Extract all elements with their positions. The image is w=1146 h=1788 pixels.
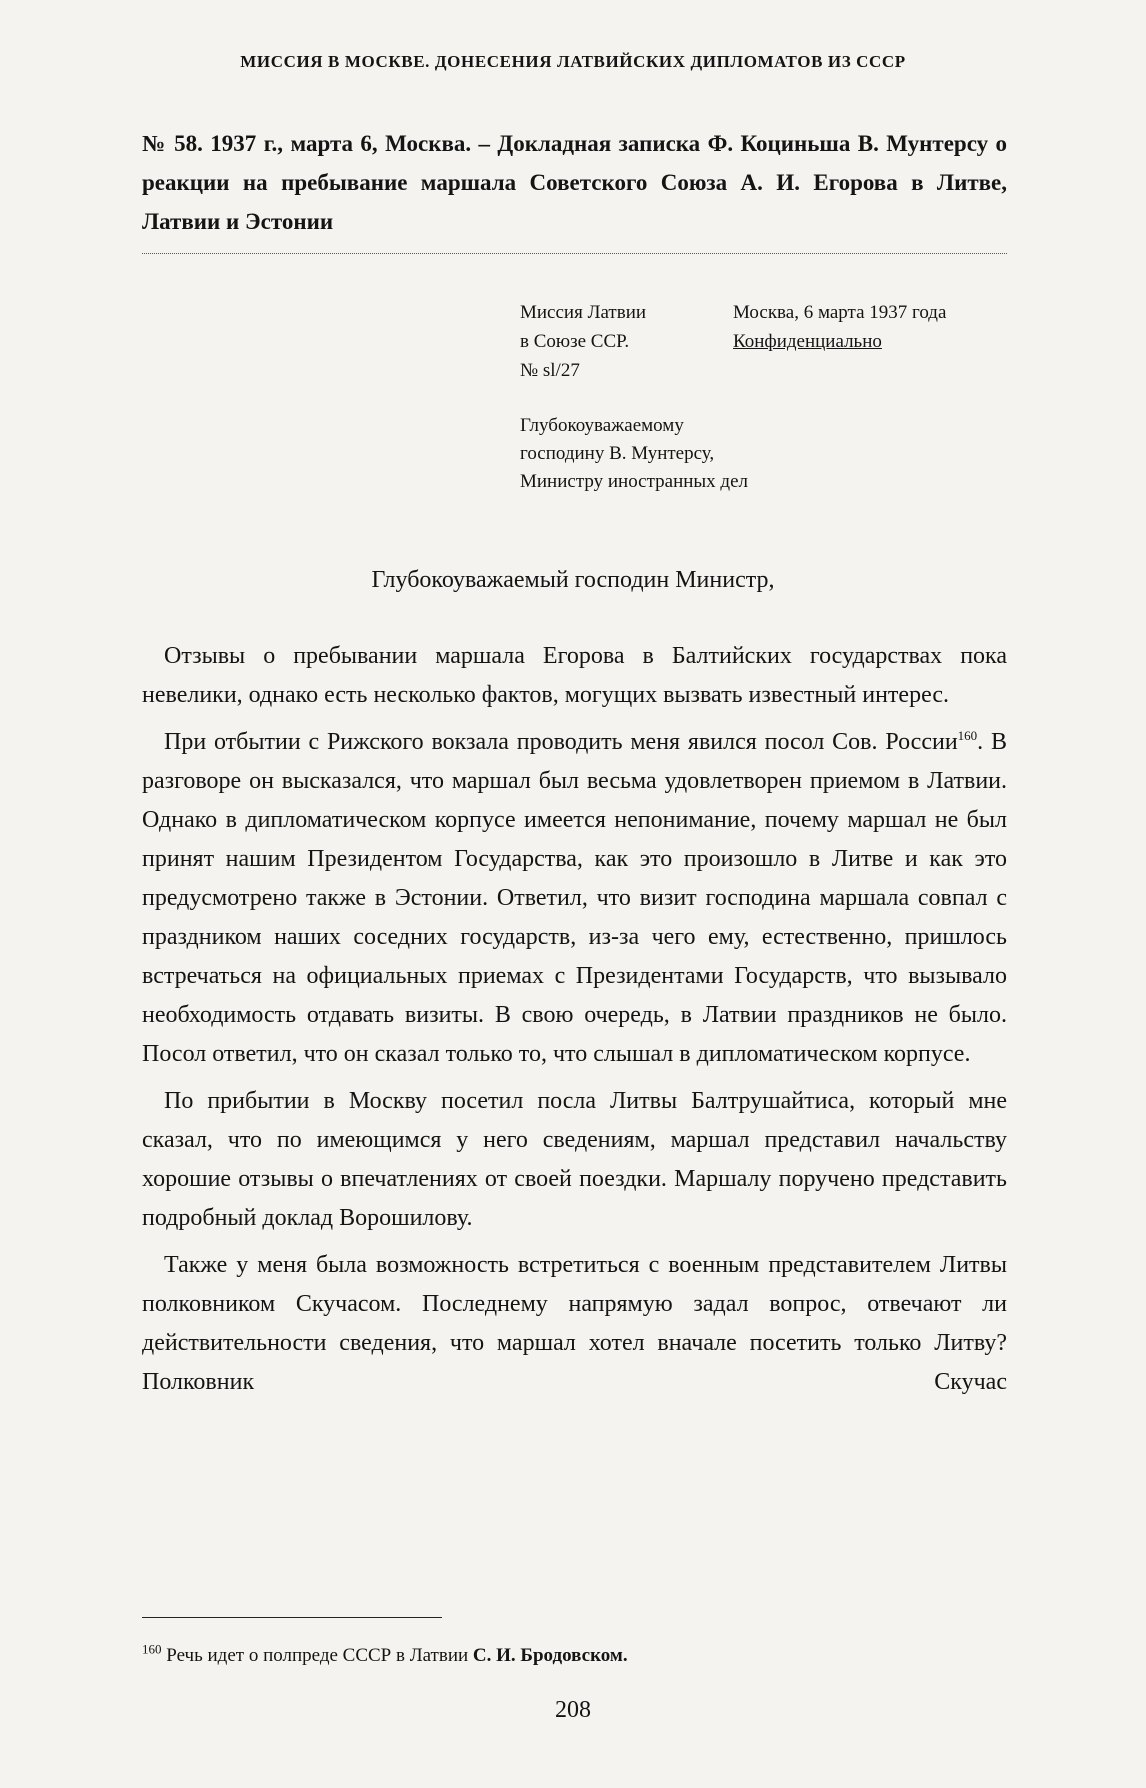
paragraph-1: Отзывы о пребывании маршала Егорова в Балтийских государствах пока невелики, однако есть несколько фактов, могущих вызвать известный интерес. [142,643,1007,708]
heading-row-1 [520,298,1010,327]
addressee-line-3: Министру иностранных дел [520,471,749,492]
place-date: Москва, 6 марта 1937 года [733,302,947,323]
page-number: 208 [555,1697,591,1723]
document-title: № 58. 1937 г., марта 6, Москва. – Докладная записка Ф. Коциньша В. Мунтерсу о реакции на пребывание маршала Советского Союза А. И. Егорова в Литве, Латвии и Эстонии [142,131,1007,234]
paragraph-3: По прибытии в Москву посетил посла Литвы Балтрушайтиса, который мне сказал, что по имеющимся у него сведениям, маршал представил начальству хорошие отзывы о впечатлениях от своей поездки. Маршалу поручено представить подробный доклад Ворошилову. [142,1088,1007,1231]
paragraph-2-start: При отбытии с Рижского вокзала проводить меня явился посол Сов. России [164,729,958,755]
document-heading [520,298,1010,385]
footnote-text: Речь идет о полпреде СССР в Латвии [166,1645,469,1666]
document-number: № sl/27 [520,360,580,381]
dotted-divider [142,253,1007,254]
footnote-number: 160 [142,1641,162,1657]
paragraph-2 [142,723,1007,1074]
letter-body [142,637,1007,1410]
salutation: Глубокоуважаемый господин Министр, [371,567,775,593]
paragraph-2-rest: . В разговоре он высказался, что маршал был весьма удовлетворен приемом в Латвии. Однако в дипломатическом корпусе имеется непонимание, почему маршал не был принят нашим Президентом Государства, как это произошло в Литве и как это предусмотрено также в Эстонии. Ответил, что визит господина маршала совпал с праздником наших соседних государств, из-за чего ему, естественно, пришлось встречаться на официальных приемах с Президентами Государств, что вызывало необходимость отдавать визиты. В свою очередь, в Латвии праздников не было. Посол ответил, что он сказал только то, что слышал в дипломатическом корпусе. [142,729,1007,1067]
footnote-rule [142,1617,442,1618]
heading-row-2 [520,327,1010,356]
sender-line-1: Миссия Латвии [520,302,647,323]
paragraph-4: Также у меня была возможность встретиться с военным представителем Литвы полковником Скучасом. Последнему напрямую задал вопрос, отвечают ли действительности сведения, что маршал хотел вначале посетить только Литву? Полковник Скучас [142,1252,1007,1395]
addressee-line-2: господину В. Мунтерсу, [520,443,715,464]
footnote [142,1641,1007,1667]
footnote-ref-160[interactable]: 160 [957,728,978,743]
running-head: МИССИЯ В МОСКВЕ. ДОНЕСЕНИЯ ЛАТВИЙСКИХ ДИПЛОМАТОВ ИЗ СССР [240,52,906,71]
classification-mark: Конфиденциально [733,331,882,352]
heading-row-3 [520,356,1010,385]
footnote-name: С. И. Бродовском. [472,1645,628,1666]
sender-line-2: в Союзе ССР. [520,331,630,352]
addressee-line-1: Глубокоуважаемому [520,415,684,436]
addressee-block [520,412,1000,496]
